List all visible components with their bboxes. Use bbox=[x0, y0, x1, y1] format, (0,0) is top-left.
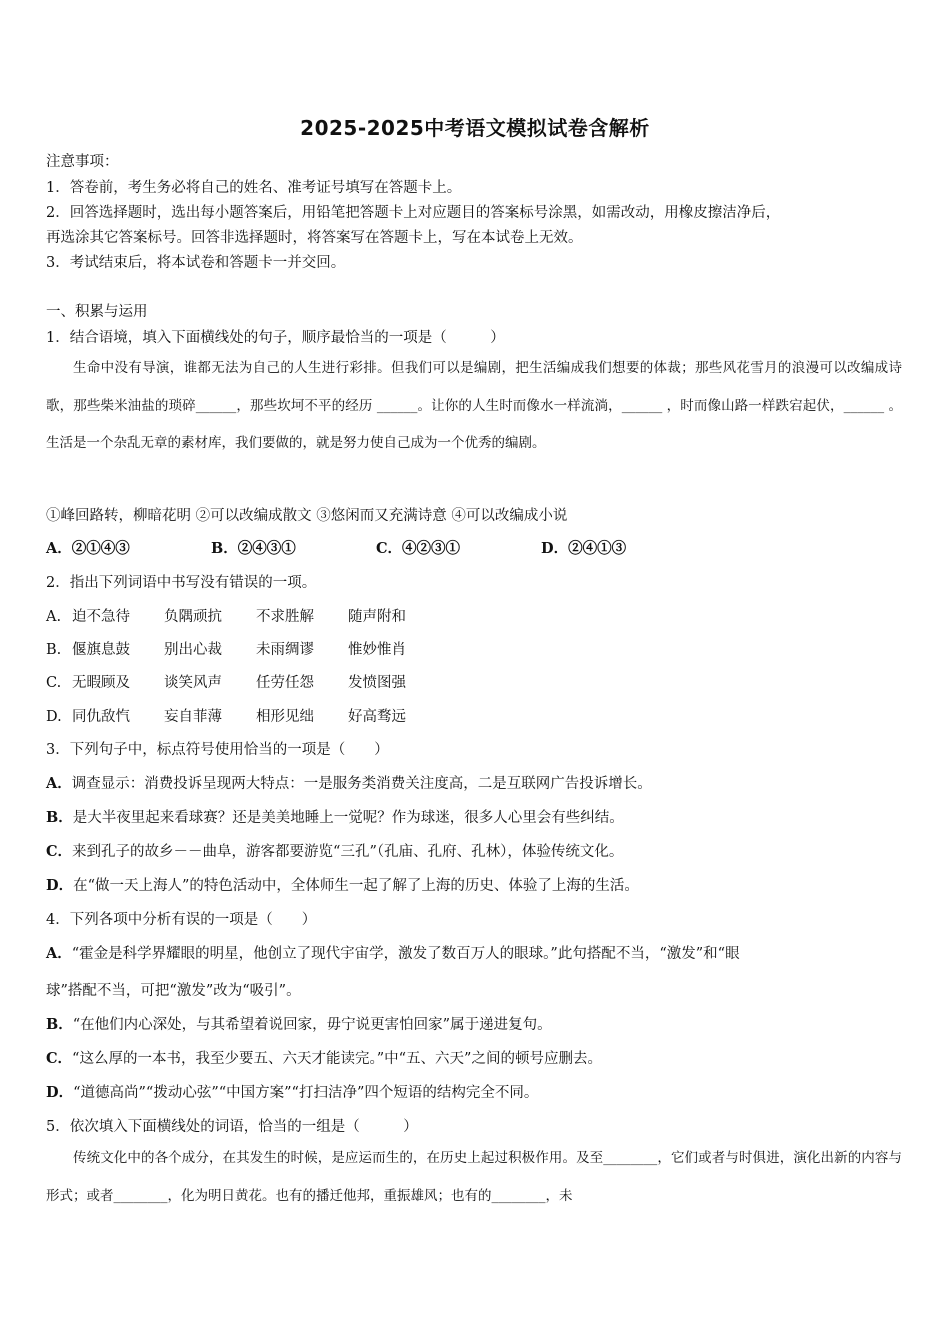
option-label: D． bbox=[46, 1084, 74, 1101]
q3-stem: 3．下列句子中，标点符号使用恰当的一项是（ ） bbox=[46, 742, 389, 758]
option-label: D． bbox=[46, 877, 74, 894]
word: 未雨绸谬 bbox=[256, 642, 314, 658]
q4-option-c[interactable] bbox=[46, 1047, 602, 1068]
word: 好高骛远 bbox=[348, 709, 406, 725]
notice-heading: 注意事项： bbox=[46, 154, 119, 170]
word: 妄自菲薄 bbox=[164, 709, 222, 725]
option-text: “霍金是科学界耀眼的明星，他创立了现代宇宙学，激发了数百万人的眼球。”此句搭配不当，“激发”和“眼 bbox=[71, 946, 740, 962]
word: 同仇敌忾 bbox=[72, 709, 130, 725]
option-label: B． bbox=[46, 809, 73, 826]
q4-stem: 4．下列各项中分析有误的一项是（ ） bbox=[46, 912, 317, 928]
word: 无暇顾及 bbox=[72, 675, 130, 691]
q2-option-c[interactable] bbox=[46, 671, 440, 692]
option-text: “道德高尚”“拨动心弦”“中国方案”“打扫洁净”四个短语的结构完全不同。 bbox=[73, 1085, 539, 1101]
q1-stem: 1．结合语境，填入下面横线处的句子，顺序最恰当的一项是（ ） bbox=[46, 330, 505, 346]
notice-item: 再选涂其它答案标号。回答非选择题时，将答案写在答题卡上，写在本试卷上无效。 bbox=[46, 230, 583, 246]
option-label: B. bbox=[46, 642, 62, 658]
notice-item: 2．回答选择题时，选出每小题答案后，用铅笔把答题卡上对应题目的答案标号涂黑，如需改动，用橡皮擦洁净后， bbox=[46, 205, 781, 221]
option-text: “这么厚的一本书，我至少要五、六天才能读完。”中“五、六天”之间的顿号应删去。 bbox=[72, 1051, 602, 1067]
q4-option-b[interactable] bbox=[46, 1013, 552, 1034]
option-label: D. bbox=[46, 709, 62, 725]
q4-option-a[interactable] bbox=[46, 942, 740, 963]
word: 迫不急待 bbox=[72, 609, 130, 625]
q2-stem: 2．指出下列词语中书写没有错误的一项。 bbox=[46, 575, 317, 591]
section-heading: 一、积累与运用 bbox=[46, 304, 148, 320]
option-label: A. bbox=[46, 609, 62, 625]
q1-passage bbox=[46, 350, 902, 463]
q1-options bbox=[46, 537, 626, 558]
option-label: A． bbox=[46, 945, 72, 962]
option-label: B． bbox=[46, 1016, 73, 1033]
word: 不求胜解 bbox=[256, 609, 314, 625]
q1-option-a[interactable]: A．②①④③ bbox=[46, 540, 130, 557]
q1-items: ①峰回路转，柳暗花明 ②可以改编成散文 ③悠闲而又充满诗意 ④可以改编成小说 bbox=[46, 508, 568, 524]
notice-item: 3．考试结束后，将本试卷和答题卡一并交回。 bbox=[46, 255, 346, 271]
word: 负隅顽抗 bbox=[164, 609, 222, 625]
q1-option-b[interactable]: B．②④③① bbox=[211, 540, 296, 557]
q2-option-b[interactable] bbox=[46, 638, 440, 659]
q3-option-b[interactable] bbox=[46, 806, 624, 827]
word: 随声附和 bbox=[348, 609, 406, 625]
q2-option-a[interactable] bbox=[46, 605, 440, 626]
option-label: C. bbox=[46, 675, 62, 691]
option-text: 来到孔子的故乡－－曲阜，游客都要游览“三孔”（孔庙、孔府、孔林），体验传统文化。 bbox=[72, 844, 624, 860]
q1-passage-text: 生命中没有导演，谁都无法为自己的人生进行彩排。但我们可以是编剧，把生活编成我们想要的体裁；那些风花雪月的浪漫可以改编成诗歌，那些柴米油盐的琐碎______，那些坎坷不平的经历 ______。让你的人生时而像水一样流淌，______ ，时而像山路一样跌宕起伏，______ 。生活是一个杂乱无章的素材库，我们要做的，就是努力使自己成为一个优秀的编剧。 bbox=[46, 360, 902, 451]
q1-option-c[interactable]: C．④②③① bbox=[376, 540, 461, 557]
option-text: 是大半夜里起来看球赛？还是美美地睡上一觉呢？作为球迷，很多人心里会有些纠结。 bbox=[72, 810, 624, 826]
q5-stem: 5．依次填入下面横线处的词语，恰当的一组是（ ） bbox=[46, 1119, 418, 1135]
page-title: 2025-2025中考语文模拟试卷含解析 bbox=[300, 116, 650, 140]
q2-option-d[interactable] bbox=[46, 705, 440, 726]
option-text: “在他们内心深处，与其希望着说回家，毋宁说更害怕回家”属于递进复句。 bbox=[72, 1017, 552, 1033]
word: 任劳任怨 bbox=[256, 675, 314, 691]
word: 别出心裁 bbox=[164, 642, 222, 658]
option-text: 调查显示：消费投诉呈现两大特点：一是服务类消费关注度高，二是互联网广告投诉增长。 bbox=[71, 776, 652, 792]
option-text: 在“做一天上海人”的特色活动中，全体师生一起了解了上海的历史、体验了上海的生活。 bbox=[73, 878, 639, 894]
option-label: C． bbox=[46, 1050, 73, 1067]
q4-option-a-cont: 球”搭配不当，可把“激发”改为“吸引”。 bbox=[46, 983, 301, 999]
q5-passage bbox=[46, 1140, 902, 1215]
option-label: A． bbox=[46, 775, 72, 792]
q3-option-a[interactable] bbox=[46, 772, 652, 793]
word: 谈笑风声 bbox=[164, 675, 222, 691]
word: 发愤图强 bbox=[348, 675, 406, 691]
notice-item: 1．答卷前，考生务必将自己的姓名、准考证号填写在答题卡上。 bbox=[46, 180, 462, 196]
q3-option-d[interactable] bbox=[46, 874, 639, 895]
option-label: C． bbox=[46, 843, 73, 860]
word: 惟妙惟肖 bbox=[348, 642, 406, 658]
word: 相形见绌 bbox=[256, 709, 314, 725]
word: 偃旗息鼓 bbox=[72, 642, 130, 658]
q5-passage-text: 传统文化中的各个成分，在其发生的时候，是应运而生的，在历史上起过积极作用。及至________，它们或者与时俱进，演化出新的内容与形式；或者________，化为明日黄花。也有的播迁他邦，重振雄风；也有的________，未 bbox=[46, 1150, 902, 1204]
q1-option-d[interactable]: D．②④①③ bbox=[541, 540, 627, 557]
q3-option-c[interactable] bbox=[46, 840, 623, 861]
q4-option-d[interactable] bbox=[46, 1081, 538, 1102]
